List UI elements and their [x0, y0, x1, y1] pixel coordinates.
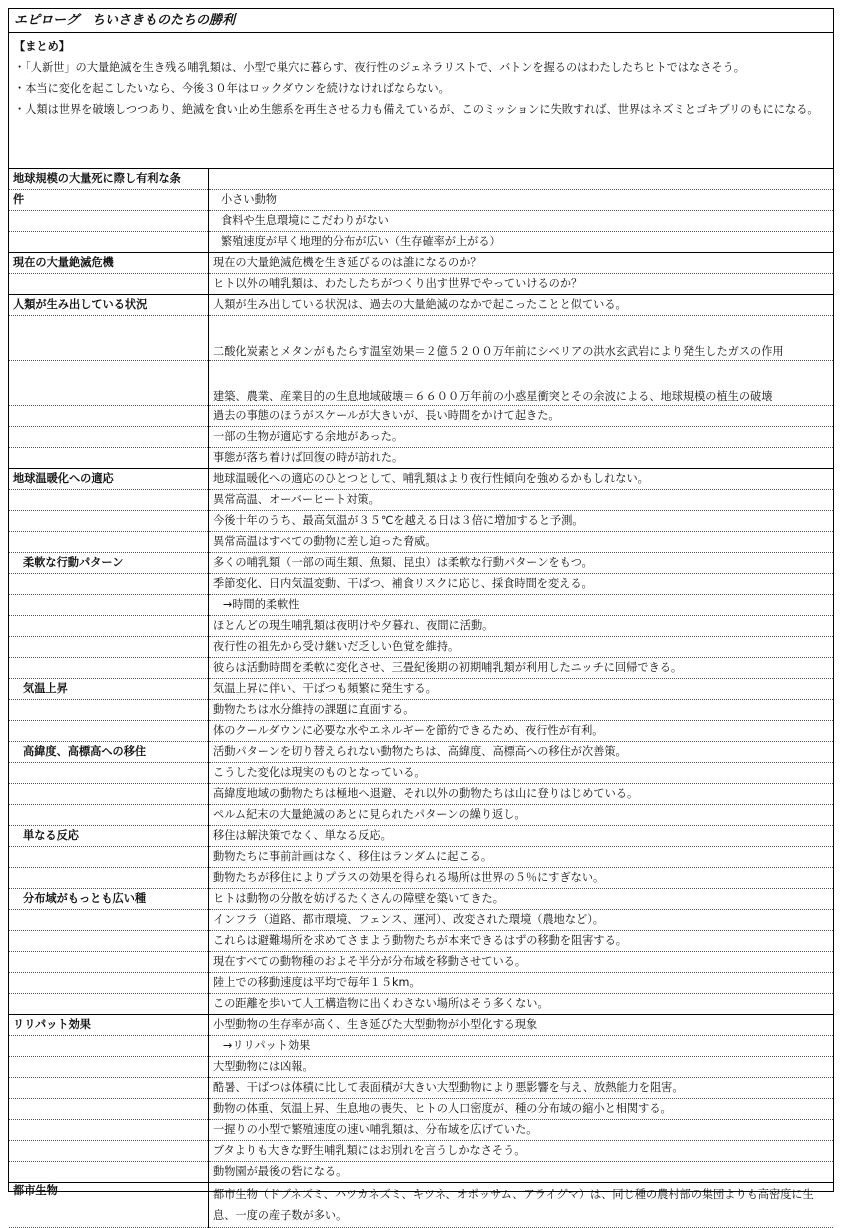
row-heading: [9, 637, 209, 658]
row-heading: [9, 1057, 209, 1078]
row-text: [209, 169, 834, 190]
row-heading: [9, 448, 209, 469]
row-text: 酷暑、干ばつは体積に比して表面積が大きい大型動物により悪影響を与え、放熱能力を阻害。: [209, 1078, 834, 1099]
row-heading: [9, 427, 209, 448]
row-text: 一握りの小型で繁殖速度の速い哺乳類は、分布域を広げていた。: [209, 1120, 834, 1141]
row-heading: 都市生物: [9, 1183, 209, 1228]
row-heading: [9, 532, 209, 553]
summary-line: ・人類は世界を破壊しつつあり、絶滅を食い止め生態系を再生させる力も備えているが、このミッションに失敗すれば、世界はネズミとゴキブリのもにになる。: [14, 103, 819, 116]
row-text: 地球温暖化への適応のひとつとして、哺乳類はより夜行性傾向を強めるかもしれない。: [209, 469, 834, 490]
row-text: 高緯度地域の動物たちは極地へ退避、それ以外の動物たちは山に登りはじめている。: [209, 784, 834, 805]
row-heading: [9, 1120, 209, 1141]
row-heading: [9, 1162, 209, 1183]
row-text: この距離を歩いて人工構造物に出くわさない場所はそう多くない。: [209, 994, 834, 1015]
row-heading: リリパット効果: [9, 1015, 209, 1036]
row-heading: [9, 1099, 209, 1120]
row-text: 動物たちは水分維持の課題に直面する。: [209, 700, 834, 721]
row-text: ヒトは動物の分散を妨げるたくさんの障壁を築いてきた。: [209, 889, 834, 910]
row-text: 都市生物（ドブネズミ、ハツカネズミ、キツネ、オポッサム、アライグマ）は、同じ種の農村部の集団よりも高密度に生息、一度の産子数が多い。: [209, 1183, 834, 1228]
row-text: ブタよりも大きな野生哺乳類にはお別れを言うしかなさそう。: [209, 1141, 834, 1162]
notes-table: [9, 169, 833, 1228]
row-text: 一部の生物が適応する余地があった。: [209, 427, 834, 448]
row-heading: [9, 211, 209, 232]
document-sheet: [8, 8, 834, 1222]
row-heading: [9, 616, 209, 637]
row-heading: [9, 805, 209, 826]
row-heading: 現在の大量絶滅危機: [9, 253, 209, 274]
row-heading: [9, 1036, 209, 1057]
row-text: 動物の体重、気温上昇、生息地の喪失、ヒトの人口密度が、種の分布域の縮小と相関する。: [209, 1099, 834, 1120]
row-heading: [9, 274, 209, 295]
row-heading: [9, 316, 209, 361]
row-text: 異常高温、オーバーヒート対策。: [209, 490, 834, 511]
row-heading: [9, 511, 209, 532]
row-heading: 高緯度、高標高への移住: [9, 742, 209, 763]
summary-line: ・本当に変化を起こしたいなら、今後３０年はロックダウンを続けなければならない。: [14, 82, 450, 95]
row-heading: [9, 994, 209, 1015]
row-text: 動物園が最後の砦になる。: [209, 1162, 834, 1183]
row-text: こうした変化は現実のものとなっている。: [209, 763, 834, 784]
row-heading: 人類が生み出している状況: [9, 295, 209, 316]
row-heading: [9, 784, 209, 805]
row-heading: [9, 232, 209, 253]
row-heading: [9, 1078, 209, 1099]
row-heading: 気温上昇: [9, 679, 209, 700]
row-text: ペルム紀末の大量絶滅のあとに見られたパターンの繰り返し。: [209, 805, 834, 826]
row-text: 季節変化、日内気温変動、干ばつ、補食リスクに応じ、採食時間を変える。: [209, 574, 834, 595]
row-text: ほとんどの現生哺乳類は夜明けや夕暮れ、夜間に活動。: [209, 616, 834, 637]
row-text: 過去の事態のほうがスケールが大きいが、長い時間をかけて起きた。: [209, 406, 834, 427]
row-text: 二酸化炭素とメタンがもたらす温室効果＝２億５２００万年前にシベリアの洪水玄武岩により発生したガスの作用: [209, 316, 834, 361]
row-text: 彼らは活動時間を柔軟に変化させ、三畳紀後期の初期哺乳類が利用したニッチに回帰できる。: [209, 658, 834, 679]
row-heading: [9, 931, 209, 952]
document-title: エピローグ ちいさきものたちの勝利: [9, 9, 833, 33]
row-text: →リリパット効果: [209, 1036, 834, 1057]
row-text: 気温上昇に伴い、干ばつも頻繁に発生する。: [209, 679, 834, 700]
row-heading: [9, 847, 209, 868]
row-text: 事態が落ち着けば回復の時が訪れた。: [209, 448, 834, 469]
row-text: 建築、農業、産業目的の生息地域破壊＝６６００万年前の小惑星衝突とその余波による、地球規模の植生の破壊: [209, 361, 834, 406]
row-text: 人類が生み出している状況は、過去の大量絶滅のなかで起こったことと似ている。: [209, 295, 834, 316]
row-text: 食料や生息環境にこだわりがない: [209, 211, 834, 232]
row-text: 現在すべての動物種のおよそ半分が分布域を移動させている。: [209, 952, 834, 973]
row-heading: 地球規模の大量死に際し有利な条: [9, 169, 209, 190]
row-heading: [9, 721, 209, 742]
row-heading: [9, 910, 209, 931]
row-text: 多くの哺乳類（一部の両生類、魚類、昆虫）は柔軟な行動パターンをもつ。: [209, 553, 834, 574]
row-heading: [9, 490, 209, 511]
row-heading: [9, 595, 209, 616]
row-text: 陸上での移動速度は平均で毎年１５km。: [209, 973, 834, 994]
row-text: 小型動物の生存率が高く、生き延びた大型動物が小型化する現象: [209, 1015, 834, 1036]
row-text: 異常高温はすべての動物に差し迫った脅威。: [209, 532, 834, 553]
row-text: これらは避難場所を求めてさまよう動物たちが本来できるはずの移動を阻害する。: [209, 931, 834, 952]
summary-heading: 【まとめ】: [14, 40, 70, 53]
row-heading: [9, 574, 209, 595]
row-heading: 分布域がもっとも広い種: [9, 889, 209, 910]
row-heading: [9, 952, 209, 973]
row-text: 繁殖速度が早く地理的分布が広い（生存確率が上がる）: [209, 232, 834, 253]
summary-block: [9, 33, 833, 169]
row-text: →時間的柔軟性: [209, 595, 834, 616]
row-heading: [9, 361, 209, 406]
summary-line: ・「人新世」の大量絶滅を生き残る哺乳類は、小型で巣穴に暮らす、夜行性のジェネラリストで、バトンを握るのはわたしたちヒトではなさそう。: [14, 61, 745, 74]
row-heading: 件: [9, 190, 209, 211]
row-heading: 地球温暖化への適応: [9, 469, 209, 490]
row-text: 大型動物には凶報。: [209, 1057, 834, 1078]
row-text: 小さい動物: [209, 190, 834, 211]
row-text: 動物たちに事前計画はなく、移住はランダムに起こる。: [209, 847, 834, 868]
row-heading: 単なる反応: [9, 826, 209, 847]
row-heading: [9, 868, 209, 889]
row-text: 活動パターンを切り替えられない動物たちは、高緯度、高標高への移住が次善策。: [209, 742, 834, 763]
row-heading: [9, 406, 209, 427]
row-heading: [9, 1141, 209, 1162]
row-heading: [9, 700, 209, 721]
row-text: 体のクールダウンに必要な水やエネルギーを節約できるため、夜行性が有利。: [209, 721, 834, 742]
row-text: 夜行性の祖先から受け継いだ乏しい色覚を維持。: [209, 637, 834, 658]
row-text: 動物たちが移住によりプラスの効果を得られる場所は世界の５％にすぎない。: [209, 868, 834, 889]
row-text: 今後十年のうち、最高気温が３５℃を越える日は３倍に増加すると予測。: [209, 511, 834, 532]
row-text: ヒト以外の哺乳類は、わたしたちがつくり出す世界でやっていけるのか？: [209, 274, 834, 295]
row-text: 現在の大量絶滅危機を生き延びるのは誰になるのか？: [209, 253, 834, 274]
row-text: インフラ（道路、都市環境、フェンス、運河）、改変された環境（農地など）。: [209, 910, 834, 931]
row-heading: [9, 763, 209, 784]
row-text: 移住は解決策でなく、単なる反応。: [209, 826, 834, 847]
row-heading: [9, 658, 209, 679]
row-heading: 柔軟な行動パターン: [9, 553, 209, 574]
row-heading: [9, 973, 209, 994]
